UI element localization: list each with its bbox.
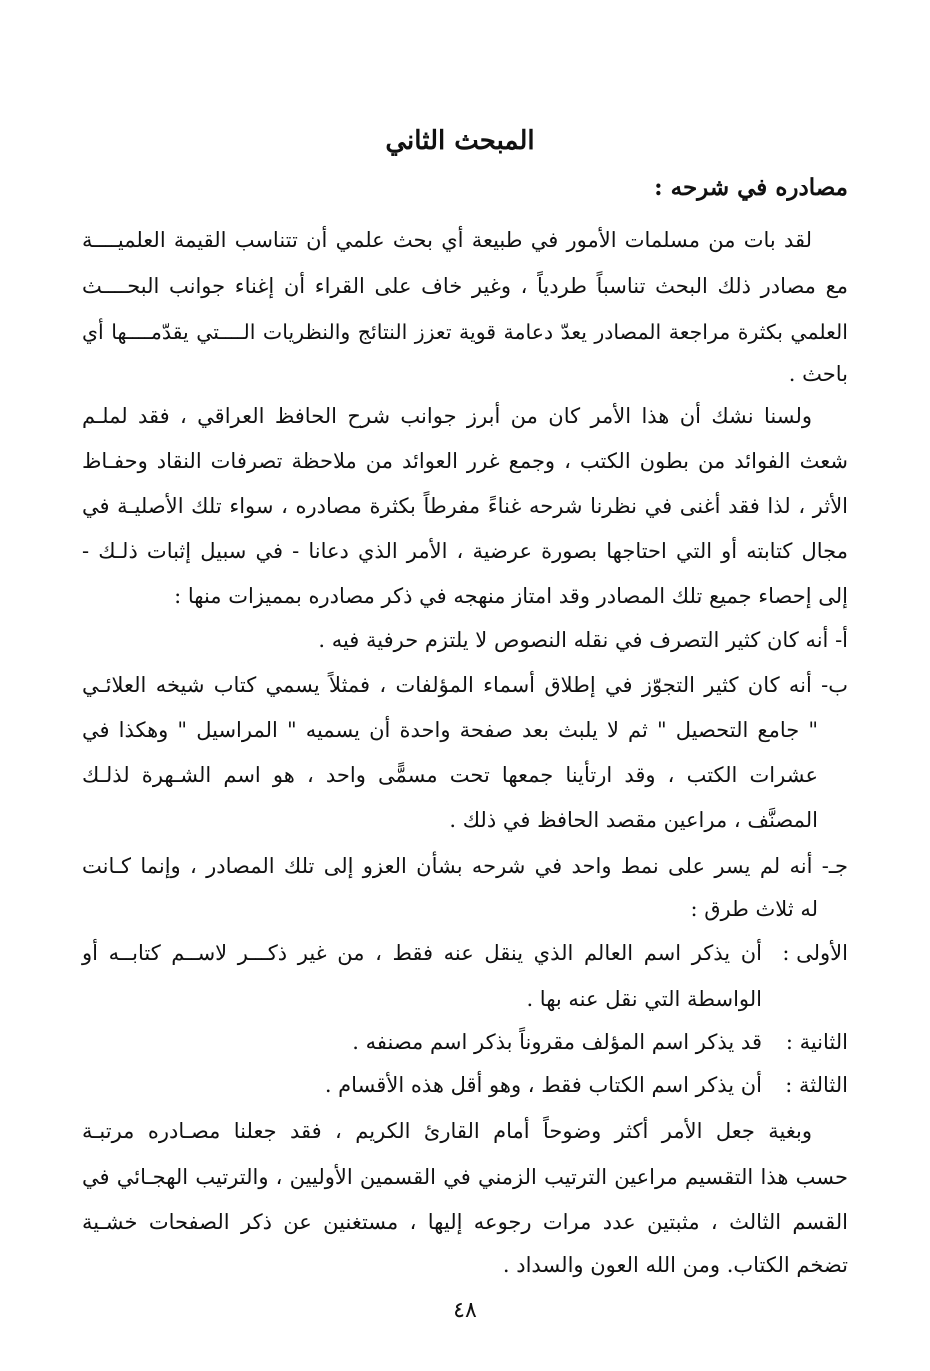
text-line: مع مصادر ذلك البحث تناسباً طردياً ، وغير خاف على القراء أن إغناء جوانب البحــــث <box>82 274 848 298</box>
text-line: حسب هذا التقسيم مراعين الترتيب الزمني في القسمين الأوليين ، والترتيب الهجـائي في <box>82 1165 848 1189</box>
way-label: الثالثة : <box>785 1073 848 1097</box>
text-line: القسم الثالث ، مثبتين عدد مرات رجوعه إليها ، مستغنين عن ذكر الصفحات خشـية <box>82 1210 848 1234</box>
section-subtitle: مصادره في شرحه : <box>654 174 848 201</box>
text-line: ب- أنه كان كثير التجوّز في إطلاق أسماء المؤلفات ، فمثلاً يسمي كتاب شيخه العلائـي <box>82 673 848 697</box>
text-line: تضخم الكتاب. ومن الله العون والسداد . <box>502 1253 848 1277</box>
text-line: أن يذكر اسم العالم الذي ينقل عنه فقط ، من غير ذكـــر لاســم كتابــه أو <box>82 941 762 965</box>
way-label: الثانية : <box>785 1030 848 1054</box>
text-line: شعث الفوائد من بطون الكتب ، وجمع غرر العوائد من ملاحظة تصرفات النقاد وحفـاظ <box>82 449 848 473</box>
text-line: عشرات الكتب ، وقد ارتأينا جمعها تحت مسمًّى واحد ، هو اسم الشـهرة لذلـك <box>82 763 818 787</box>
text-line: أن يذكر اسم الكتاب فقط ، وهو أقل هذه الأقسام . <box>324 1073 762 1097</box>
text-line: ولسنا نشك أن هذا الأمر كان من أبرز جوانب شرح الحافظ العراقي ، فقد لملـم <box>82 404 812 428</box>
text-line: جـ- أنه لم يسر على نمط واحد في شرحه بشأن العزو إلى تلك المصادر ، وإنما كـانت <box>82 854 848 878</box>
text-line: لقد بات من مسلمات الأمور في طبيعة أي بحث علمي أن تتناسب القيمة العلميــــة <box>82 228 812 252</box>
text-line: الواسطة التي نقل عنه بها . <box>526 987 762 1011</box>
text-line: " جامع التحصيل " ثم لا يلبث بعد صفحة واحدة أن يسميه " المراسيل " وهكذا في <box>82 718 818 742</box>
text-line: قد يذكر اسم المؤلف مقروناً بذكر اسم مصنفه . <box>352 1030 762 1054</box>
page-number: ٤٨ <box>453 1298 477 1323</box>
text-line: المصنَّف ، مراعين مقصد الحافظ في ذلك . <box>449 808 818 832</box>
text-line: العلمي بكثرة مراجعة المصادر يعدّ دعامة قوية تعزز النتائج والنظريات الــــتي يقدّمــــها أي <box>82 320 848 344</box>
text-line: باحث . <box>788 362 848 386</box>
text-line: له ثلاث طرق : <box>690 897 818 921</box>
list-item-a: أ- أنه كان كثير التصرف في نقله النصوص لا يلتزم حرفية فيه . <box>318 628 848 652</box>
text-line: مجال كتابته أو التي احتاجها بصورة عرضية ، الأمر الذي دعانا - في سبيل إثبات ذلـك - <box>82 539 848 563</box>
text-line: الأثر ، لذا فقد أغنى في نظرنا شرحه غناءً مفرطاً بكثرة مصادره ، سواء تلك الأصليـة في <box>82 494 848 518</box>
text-line: وبغية جعل الأمر أكثر وضوحاً أمام القارئ الكريم ، فقد جعلنا مصـادره مرتبـة <box>82 1119 812 1143</box>
section-title: المبحث الثاني <box>385 126 535 156</box>
way-label: الأولى : <box>782 941 848 965</box>
text-line: إلى إحصاء جميع تلك المصادر وقد امتاز منهجه في ذكر مصادره بمميزات منها : <box>174 584 848 608</box>
